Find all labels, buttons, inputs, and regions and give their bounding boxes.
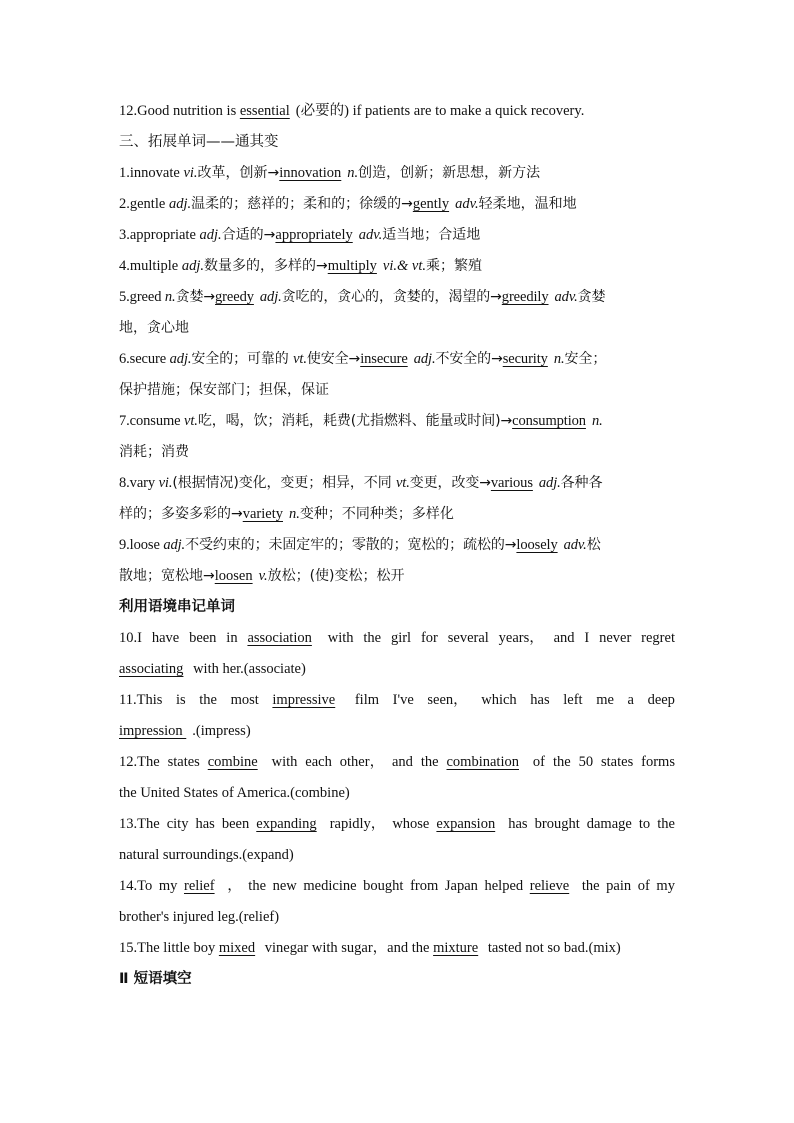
word: I've	[392, 692, 414, 708]
word: the	[581, 878, 600, 894]
word: left	[563, 692, 583, 708]
word-item-3	[119, 220, 675, 251]
context-10-line1	[119, 623, 675, 654]
part-of-speech: adj.	[259, 289, 282, 305]
context-14-line1	[119, 871, 675, 902]
part-of-speech: adj.	[168, 196, 192, 212]
text: 4.multiple	[119, 258, 182, 274]
answer-blank: gently	[412, 196, 450, 212]
answer-blank: association	[247, 630, 312, 646]
text: 5.greed	[119, 289, 165, 305]
word: city	[166, 816, 189, 832]
word: forms	[641, 754, 675, 770]
text: 12.Good nutrition is	[119, 103, 240, 119]
word: bought	[363, 878, 404, 894]
answer-blank: expansion	[436, 816, 496, 832]
part-of-speech: n.	[553, 351, 565, 367]
word: of	[637, 878, 650, 894]
word: of	[532, 754, 546, 770]
part-of-speech: adj.	[163, 537, 186, 553]
answer-blank: greedy	[215, 289, 254, 305]
word: with	[271, 754, 298, 770]
part-of-speech: vt.	[395, 475, 410, 491]
word: has	[530, 692, 550, 708]
text: 8.vary	[119, 475, 159, 491]
text: 贪婪→	[175, 289, 216, 305]
part-of-speech: vt.	[293, 351, 307, 367]
word: girl	[390, 630, 412, 646]
word: 13.The	[119, 816, 160, 832]
text: 乘；繁殖	[425, 258, 482, 274]
part-of-speech: adj.	[169, 351, 192, 367]
word: 14.To	[119, 878, 153, 894]
word: in	[226, 630, 238, 646]
part-of-speech: adv.	[563, 537, 587, 553]
word: been	[221, 816, 250, 832]
text: vinegar with sugar，and the	[261, 940, 434, 956]
answer-blank: mixed	[218, 940, 256, 956]
answer-blank: loosely	[516, 537, 558, 553]
text: 使安全→	[306, 351, 361, 367]
answer-blank: expanding	[256, 816, 317, 832]
answer-blank: insecure	[360, 351, 408, 367]
part-of-speech: adv.	[358, 227, 383, 243]
section-subtitle: 利用语境串记单词	[119, 599, 235, 615]
word-item-1	[119, 158, 675, 189]
context-10-line2	[119, 654, 675, 685]
word-item-9-continued	[119, 561, 675, 592]
context-11-line2	[119, 716, 675, 747]
text: 安全；	[564, 351, 607, 367]
sentence-12	[119, 96, 675, 127]
word: 11.This	[119, 692, 163, 708]
word: damage	[586, 816, 632, 832]
word: brought	[534, 816, 580, 832]
word: several	[447, 630, 489, 646]
word: states	[601, 754, 634, 770]
text: with her.(associate)	[189, 661, 306, 677]
text: 各种各	[560, 475, 603, 491]
text: 7.consume	[119, 413, 185, 429]
text: 变更，改变→	[409, 475, 491, 491]
word: 12.The	[119, 754, 160, 770]
answer-blank: loosen	[214, 568, 253, 584]
part-of-speech: adj.	[181, 258, 204, 274]
part-of-speech: adv.	[554, 289, 578, 305]
context-11-line1	[119, 685, 675, 716]
text: 6.secure	[119, 351, 170, 367]
part-of-speech: vi.& vt.	[382, 258, 426, 274]
text: 不安全的→	[435, 351, 503, 367]
part-of-speech: v.	[258, 568, 268, 584]
answer-blank: multiply	[327, 258, 377, 274]
text: 变种；不同种类；多样化	[299, 506, 454, 522]
word: I	[584, 630, 590, 646]
word: 50	[578, 754, 594, 770]
word: pain	[606, 878, 632, 894]
text: 松	[586, 537, 601, 553]
text: 数量多的，多样的→	[204, 258, 328, 274]
word: seen，	[427, 692, 468, 708]
text: (必要的) if patients are to make a quick recovery.	[295, 103, 585, 119]
text: 贪吃的，贪心的，贪婪的，渴望的→	[281, 289, 502, 305]
part-of-speech: n.	[164, 289, 176, 305]
word: the	[363, 630, 382, 646]
answer-blank: associating	[119, 661, 184, 677]
word: my	[656, 878, 675, 894]
word: 10.I	[119, 630, 142, 646]
word: new	[272, 878, 297, 894]
word: the	[248, 878, 267, 894]
word-item-7-continued: 消耗；消费	[119, 444, 189, 460]
answer-blank: greedily	[501, 289, 549, 305]
word: my	[158, 878, 178, 894]
word: me	[596, 692, 614, 708]
part-of-speech: adj.	[413, 351, 436, 367]
part-of-speech: adj.	[199, 227, 222, 243]
text: 9.loose	[119, 537, 164, 553]
word-item-4	[119, 251, 675, 282]
word: medicine	[303, 878, 357, 894]
context-13-line1	[119, 809, 675, 840]
answer-blank: innovation	[279, 165, 342, 181]
text: 轻柔地，温和地	[478, 196, 577, 212]
word: is	[175, 692, 186, 708]
word: has	[508, 816, 528, 832]
word-item-7	[119, 406, 675, 437]
word: to	[638, 816, 651, 832]
answer-blank: variety	[242, 506, 283, 522]
text: 温柔的；慈祥的；柔和的；徐缓的→	[191, 196, 413, 212]
word: whose	[392, 816, 430, 832]
word: years，	[498, 630, 544, 646]
answer-blank: combination	[446, 754, 519, 770]
answer-blank: impressive	[272, 692, 336, 708]
word: rapidly，	[329, 816, 386, 832]
text: 15.The little boy	[119, 940, 219, 956]
answer-blank: consumption	[512, 413, 586, 429]
word: from	[410, 878, 439, 894]
part-of-speech: vt.	[184, 413, 198, 429]
text: 合适的→	[221, 227, 276, 243]
word: the	[199, 692, 217, 708]
answer-blank: relief	[183, 878, 215, 894]
word-item-5-continued: 地，贪心地	[119, 320, 189, 336]
word-item-6-continued: 保护措施；保安部门；担保，保证	[119, 382, 329, 398]
word-item-6	[119, 344, 675, 375]
text: 安全的；可靠的	[191, 351, 294, 367]
word: and	[553, 630, 575, 646]
word-item-8	[119, 468, 675, 499]
word: have	[151, 630, 180, 646]
part-of-speech: n.	[591, 413, 603, 429]
answer-blank: appropriately	[275, 227, 353, 243]
part-of-speech: adv.	[455, 196, 479, 212]
answer-blank: relieve	[529, 878, 570, 894]
word: other，	[339, 754, 385, 770]
word: a	[627, 692, 634, 708]
context-12-line2: the United States of America.(combine)	[119, 785, 350, 801]
text: 创造，创新；新思想，新方法	[358, 165, 541, 181]
text: 3.appropriate	[119, 227, 200, 243]
answer-blank: combine	[207, 754, 258, 770]
word: deep	[647, 692, 675, 708]
answer-blank: security	[502, 351, 548, 367]
word: helped	[484, 878, 524, 894]
text: 放松；(使)变松；松开	[267, 568, 405, 584]
word: been	[189, 630, 217, 646]
word: for	[420, 630, 438, 646]
document-page	[119, 96, 675, 995]
text: (根据情况)变化，变更；相异，不同	[172, 475, 396, 491]
answer-blank: various	[490, 475, 533, 491]
text: 贪婪	[577, 289, 606, 305]
word-item-9	[119, 530, 675, 561]
word: and	[392, 754, 413, 770]
word: which	[481, 692, 517, 708]
text: 1.innovate	[119, 165, 184, 181]
text: 不受约束的；未固定牢的；零散的；宽松的；疏松的→	[185, 537, 517, 553]
word: the	[552, 754, 571, 770]
context-13-line2: natural surroundings.(expand)	[119, 847, 294, 863]
part-of-speech: vi.	[183, 165, 198, 181]
text: 样的；多姿多彩的→	[119, 506, 243, 522]
word: with	[327, 630, 354, 646]
word: each	[305, 754, 332, 770]
part-of-speech: n.	[347, 165, 359, 181]
word: film	[354, 692, 380, 708]
answer-blank: impression	[119, 723, 187, 739]
word: the	[420, 754, 439, 770]
word: states	[167, 754, 200, 770]
section-title: 三、拓展单词——通其变	[119, 134, 279, 150]
text: 吃，喝，饮；消耗，耗费(尤指燃料、能量或时间)→	[197, 413, 513, 429]
word-item-2	[119, 189, 675, 220]
word: most	[230, 692, 259, 708]
part-of-speech: adj.	[538, 475, 561, 491]
text: 改革，创新→	[197, 165, 280, 181]
word: ，	[227, 878, 242, 894]
word: regret	[641, 630, 675, 646]
word-item-8-continued	[119, 499, 675, 530]
answer-blank: mixture	[433, 940, 479, 956]
text: .(impress)	[192, 723, 251, 739]
word: Japan	[444, 878, 478, 894]
text: 散地；宽松地→	[119, 568, 215, 584]
part-of-speech: n.	[289, 506, 300, 522]
word-item-5	[119, 282, 675, 313]
context-12-line1	[119, 747, 675, 778]
text: 适当地；合适地	[382, 227, 481, 243]
word: never	[599, 630, 632, 646]
word: has	[195, 816, 215, 832]
context-14-line2: brother's injured leg.(relief)	[119, 909, 280, 925]
context-15	[119, 933, 675, 964]
text: 2.gentle	[119, 196, 169, 212]
word: the	[657, 816, 675, 832]
section-title-phrases: Ⅱ 短语填空	[119, 971, 192, 987]
answer-blank: essential	[239, 103, 290, 119]
text: tasted not so bad.(mix)	[484, 940, 621, 956]
part-of-speech: vi.	[158, 475, 173, 491]
